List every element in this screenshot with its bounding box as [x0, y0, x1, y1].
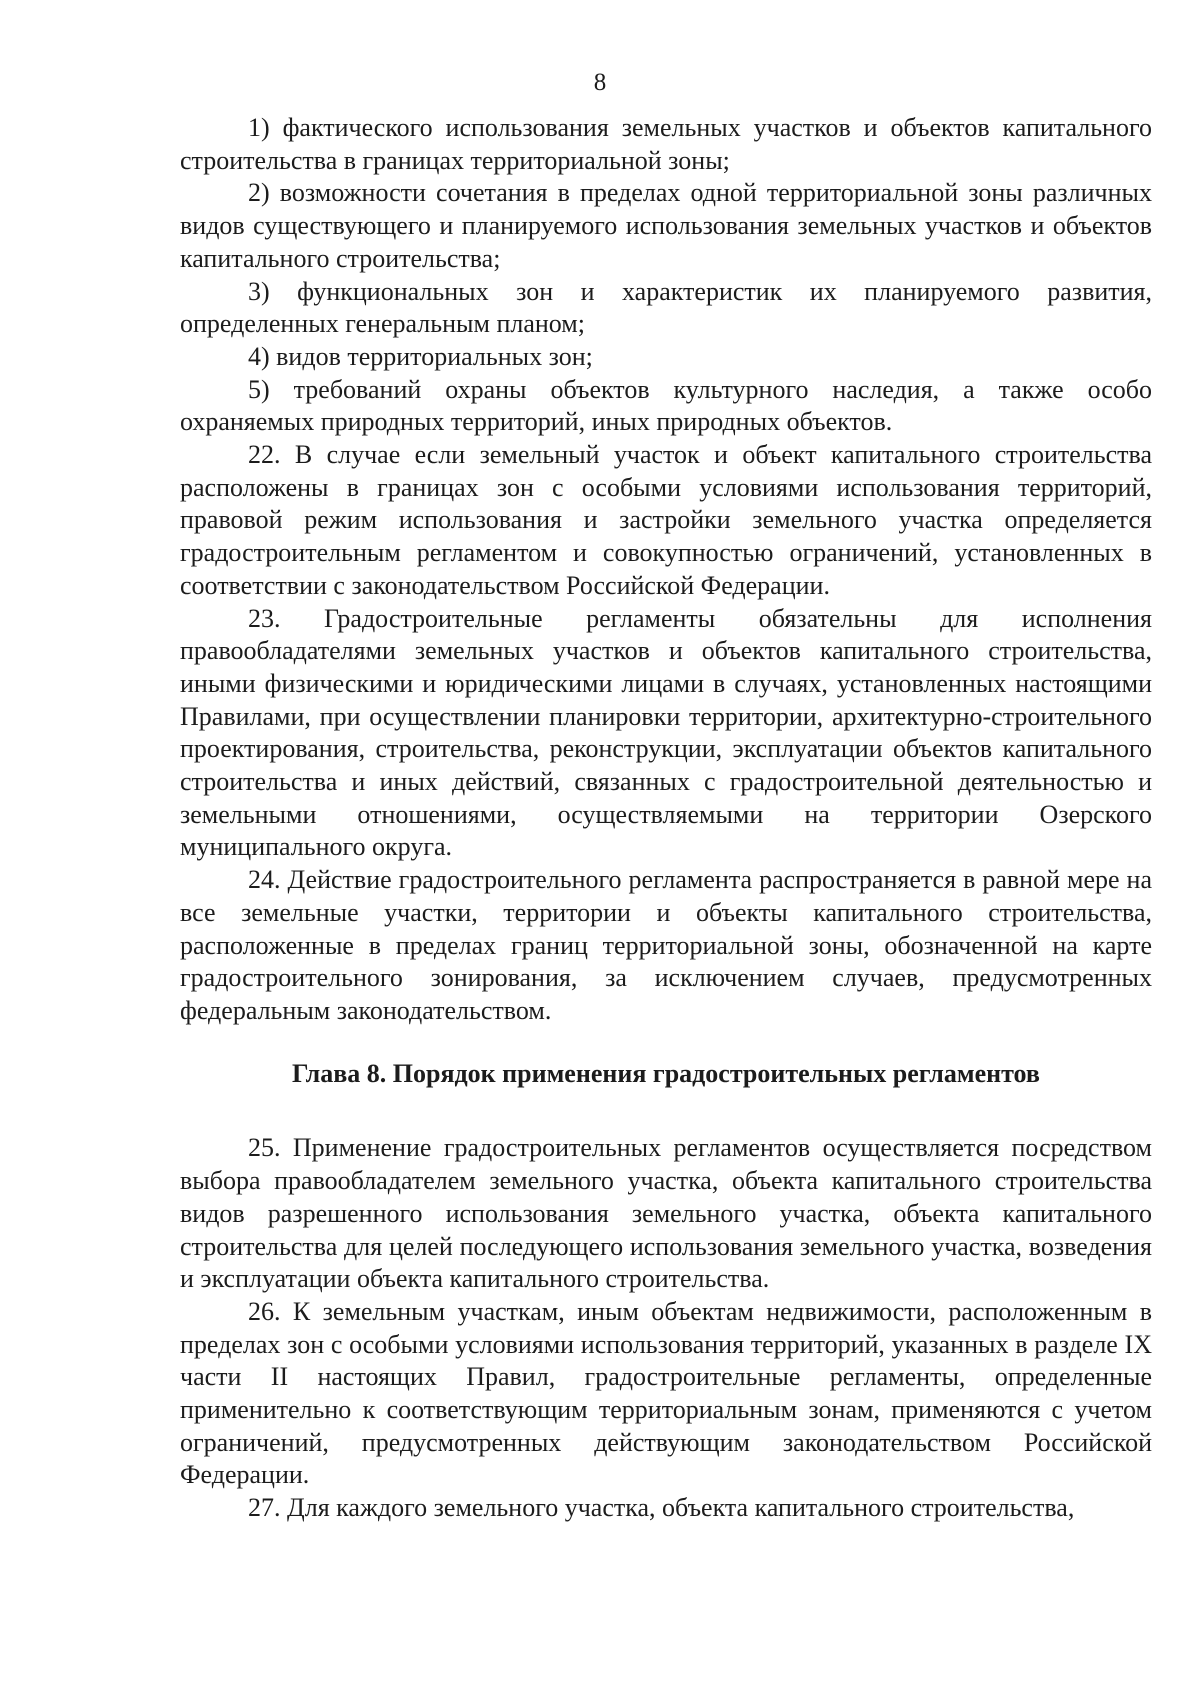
paragraph-item-1: 1) фактического использования земельных участков и объектов капитального строительства в границах территориальной зоны; [180, 113, 1152, 175]
paragraph-item-2: 2) возможности сочетания в пределах одной территориальной зоны различных видов существующего и планируемого использования земельных участков и объектов капитального строительства; [180, 178, 1152, 273]
paragraph-23: 23. Градостроительные регламенты обязательны для исполнения правообладателями земельных участков и объектов капитального строительства, иными физическими и юридическими лицами в случаях, установленных настоящими Правилами, при осуществлении планировки территории, архитектурно-строительного проектирования, строительства, реконструкции, эксплуатации объектов капитального строительства и иных действий, связанных с градостроительной деятельностью и земельными отношениями, осуществляемыми на территории Озерского муниципального округа. [180, 603, 1152, 862]
page-number: 8 [593, 69, 607, 96]
document-body [180, 112, 1152, 1525]
paragraph-24: 24. Действие градостроительного регламента распространяется в равной мере на все земельные участки, территории и объекты капитального строительства, расположенные в пределах границ территориальной зоны, обозначенной на карте градостроительного зонирования, за исключением случаев, предусмотренных федеральным законодательством. [180, 865, 1152, 1025]
paragraph-22: 22. В случае если земельный участок и объект капитального строительства расположены в границах зон с особыми условиями использования территорий, правовой режим использования и застройки земельного участка определяется градостроительным регламентом и совокупностью ограничений, установленных в соответствии с законодательством Российской Федерации. [180, 440, 1152, 600]
paragraph-item-3: 3) функциональных зон и характеристик их планируемого развития, определенных генеральным планом; [180, 276, 1152, 339]
paragraph-27: 27. Для каждого земельного участка, объекта капитального строительства, [248, 1493, 1075, 1523]
paragraph-item-5: 5) требований охраны объектов культурного наследия, а также особо охраняемых природных территорий, иных природных объектов. [180, 374, 1152, 437]
paragraph-26: 26. К земельным участкам, иным объектам недвижимости, расположенным в пределах зон с особыми условиями использования территорий, указанных в разделе IX части II настоящих Правил, градостроительные регламенты, определенные применительно к соответствующим территориальным зонам, применяются с учетом ограничений, предусмотренных действующим законодательством Российской Федерации. [180, 1296, 1152, 1490]
paragraph-25: 25. Применение градостроительных регламентов осуществляется посредством выбора правообладателем земельного участка, объекта капитального строительства видов разрешенного использования земельного участка, объекта капитального строительства для целей последующего использования земельного участка, возведения и эксплуатации объекта капитального строительства. [180, 1133, 1152, 1294]
chapter-heading: Глава 8. Порядок применения градостроительных регламентов [292, 1058, 1040, 1088]
paragraph-item-4: 4) видов территориальных зон; [248, 341, 593, 371]
